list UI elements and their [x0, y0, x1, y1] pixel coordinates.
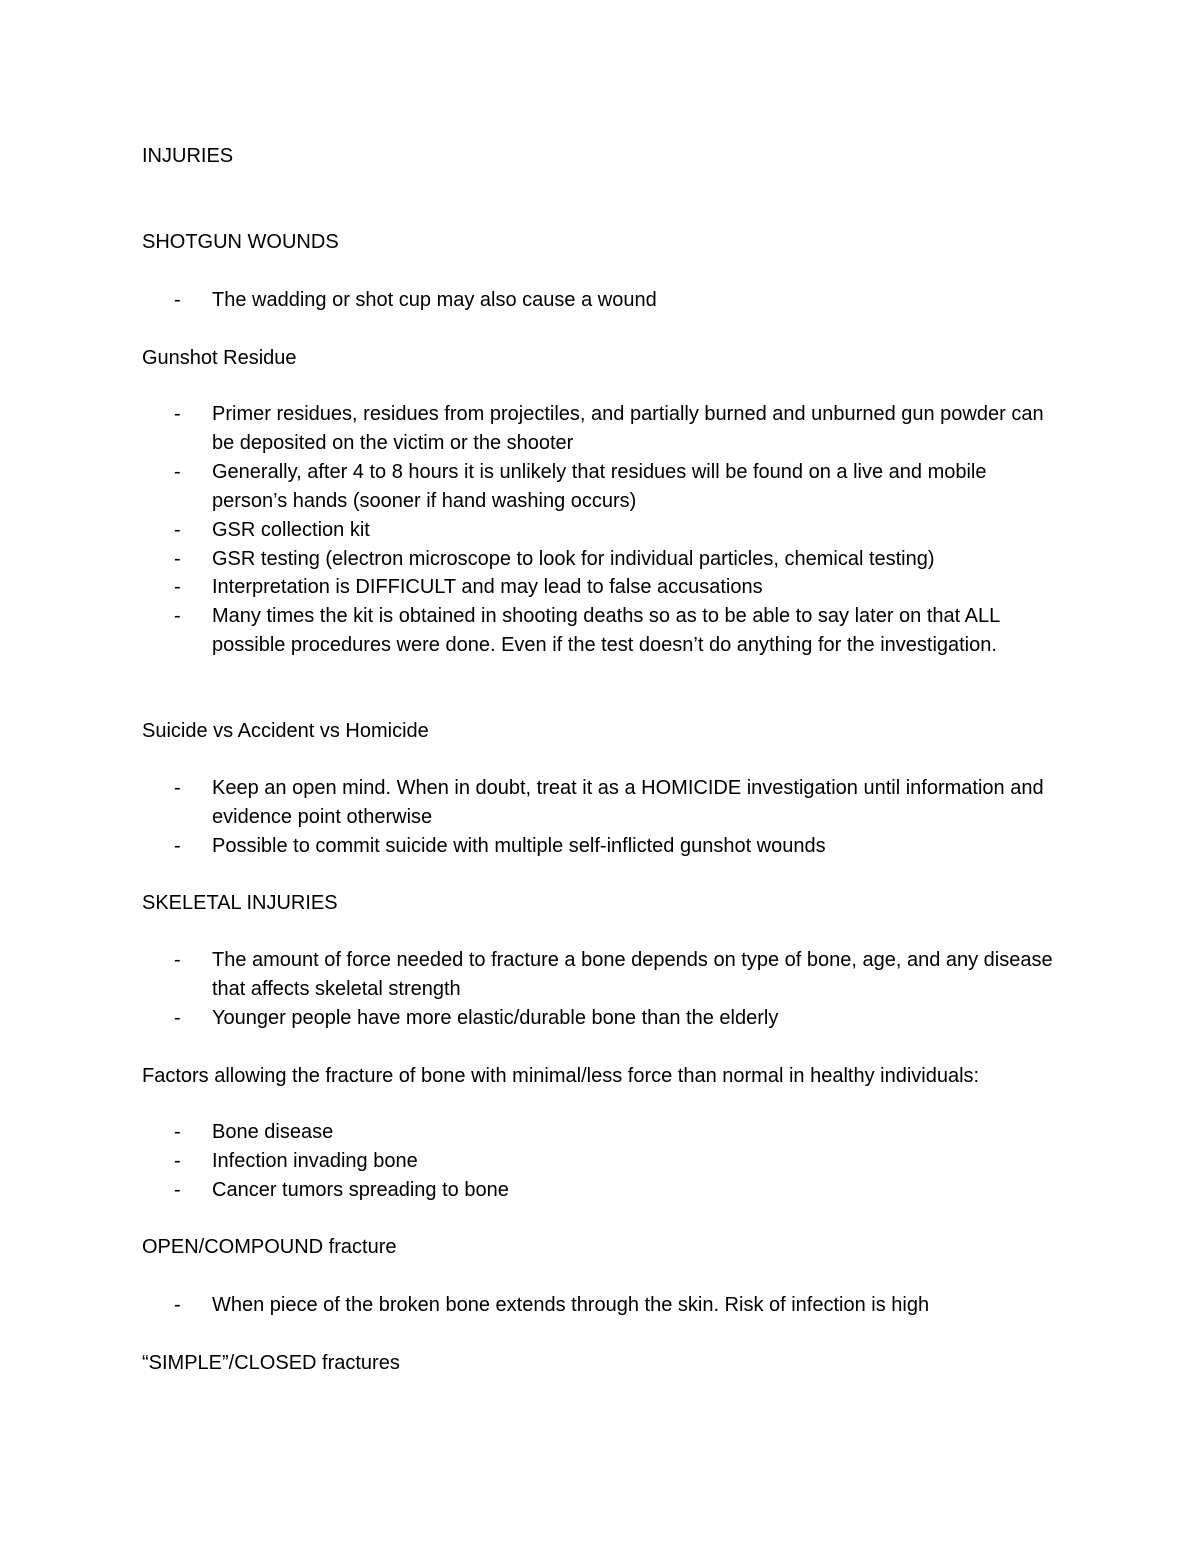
list-item — [142, 1118, 1062, 1147]
list-item-text: Cancer tumors spreading to bone — [212, 1179, 509, 1201]
list-item — [142, 545, 1062, 574]
section-heading-shotgun-wounds: SHOTGUN WOUNDS — [142, 231, 339, 253]
bullet-dash: - — [174, 1121, 181, 1143]
bullet-dash: - — [174, 576, 181, 598]
section-heading-simple-closed-fractures: “SIMPLE”/CLOSED fractures — [142, 1352, 400, 1374]
list-item-text: The amount of force needed to fracture a bone depends on type of bone, age, and any disease that affects skeletal strength — [212, 949, 1053, 1000]
bullet-dash: - — [174, 519, 181, 541]
bullet-dash: - — [174, 835, 181, 857]
section-heading-skeletal-injuries: SKELETAL INJURIES — [142, 892, 338, 914]
document-title: INJURIES — [142, 145, 234, 167]
list-item — [142, 286, 1062, 315]
bullet-dash: - — [174, 461, 181, 483]
bullet-dash: - — [174, 289, 181, 311]
bullet-dash: - — [174, 403, 181, 425]
list-item — [142, 1004, 1062, 1033]
list-item-text: Keep an open mind. When in doubt, treat it as a HOMICIDE investigation until information and evidence point otherwise — [212, 777, 1044, 828]
list-item — [142, 1176, 1062, 1205]
list-item-text: The wadding or shot cup may also cause a wound — [212, 289, 657, 311]
list-item — [142, 1291, 1062, 1320]
list-item-text: Generally, after 4 to 8 hours it is unlikely that residues will be found on a live and mobile person’s hands (sooner if hand washing occurs) — [212, 461, 987, 512]
list-item-text: Bone disease — [212, 1121, 334, 1143]
list-item-text: GSR testing (electron microscope to look for individual particles, chemical testing) — [212, 548, 935, 570]
bullet-dash: - — [174, 1294, 181, 1316]
list-item-text: Younger people have more elastic/durable bone than the elderly — [212, 1007, 779, 1029]
list-item — [142, 516, 1062, 545]
section-heading-fracture-factors: Factors allowing the fracture of bone with minimal/less force than normal in healthy individuals: — [142, 1065, 980, 1087]
list-item — [142, 832, 1062, 861]
list-item — [142, 400, 1062, 458]
section-heading-suicide-accident-homicide: Suicide vs Accident vs Homicide — [142, 720, 429, 742]
list-item-text: Infection invading bone — [212, 1150, 418, 1172]
list-item — [142, 774, 1062, 832]
list-item-text: Many times the kit is obtained in shooting deaths so as to be able to say later on that ALL possible procedures were done. Even if the test doesn’t do anything for the investigation. — [212, 605, 1000, 656]
bullet-dash: - — [174, 605, 181, 627]
list-item-text: Primer residues, residues from projectiles, and partially burned and unburned gun powder can be deposited on the victim or the shooter — [212, 403, 1044, 454]
list-item — [142, 573, 1062, 602]
list-item — [142, 946, 1062, 1004]
bullet-dash: - — [174, 777, 181, 799]
bullet-dash: - — [174, 949, 181, 971]
list-item-text: GSR collection kit — [212, 519, 370, 541]
list-item — [142, 458, 1062, 516]
bullet-dash: - — [174, 548, 181, 570]
bullet-dash: - — [174, 1179, 181, 1201]
list-item — [142, 602, 1062, 660]
list-item-text: When piece of the broken bone extends through the skin. Risk of infection is high — [212, 1294, 930, 1316]
list-item — [142, 1147, 1062, 1176]
section-heading-gunshot-residue: Gunshot Residue — [142, 347, 297, 369]
section-heading-open-compound-fracture: OPEN/COMPOUND fracture — [142, 1236, 397, 1258]
list-item-text: Interpretation is DIFFICULT and may lead to false accusations — [212, 576, 763, 598]
bullet-dash: - — [174, 1150, 181, 1172]
list-item-text: Possible to commit suicide with multiple self-inflicted gunshot wounds — [212, 835, 826, 857]
bullet-dash: - — [174, 1007, 181, 1029]
